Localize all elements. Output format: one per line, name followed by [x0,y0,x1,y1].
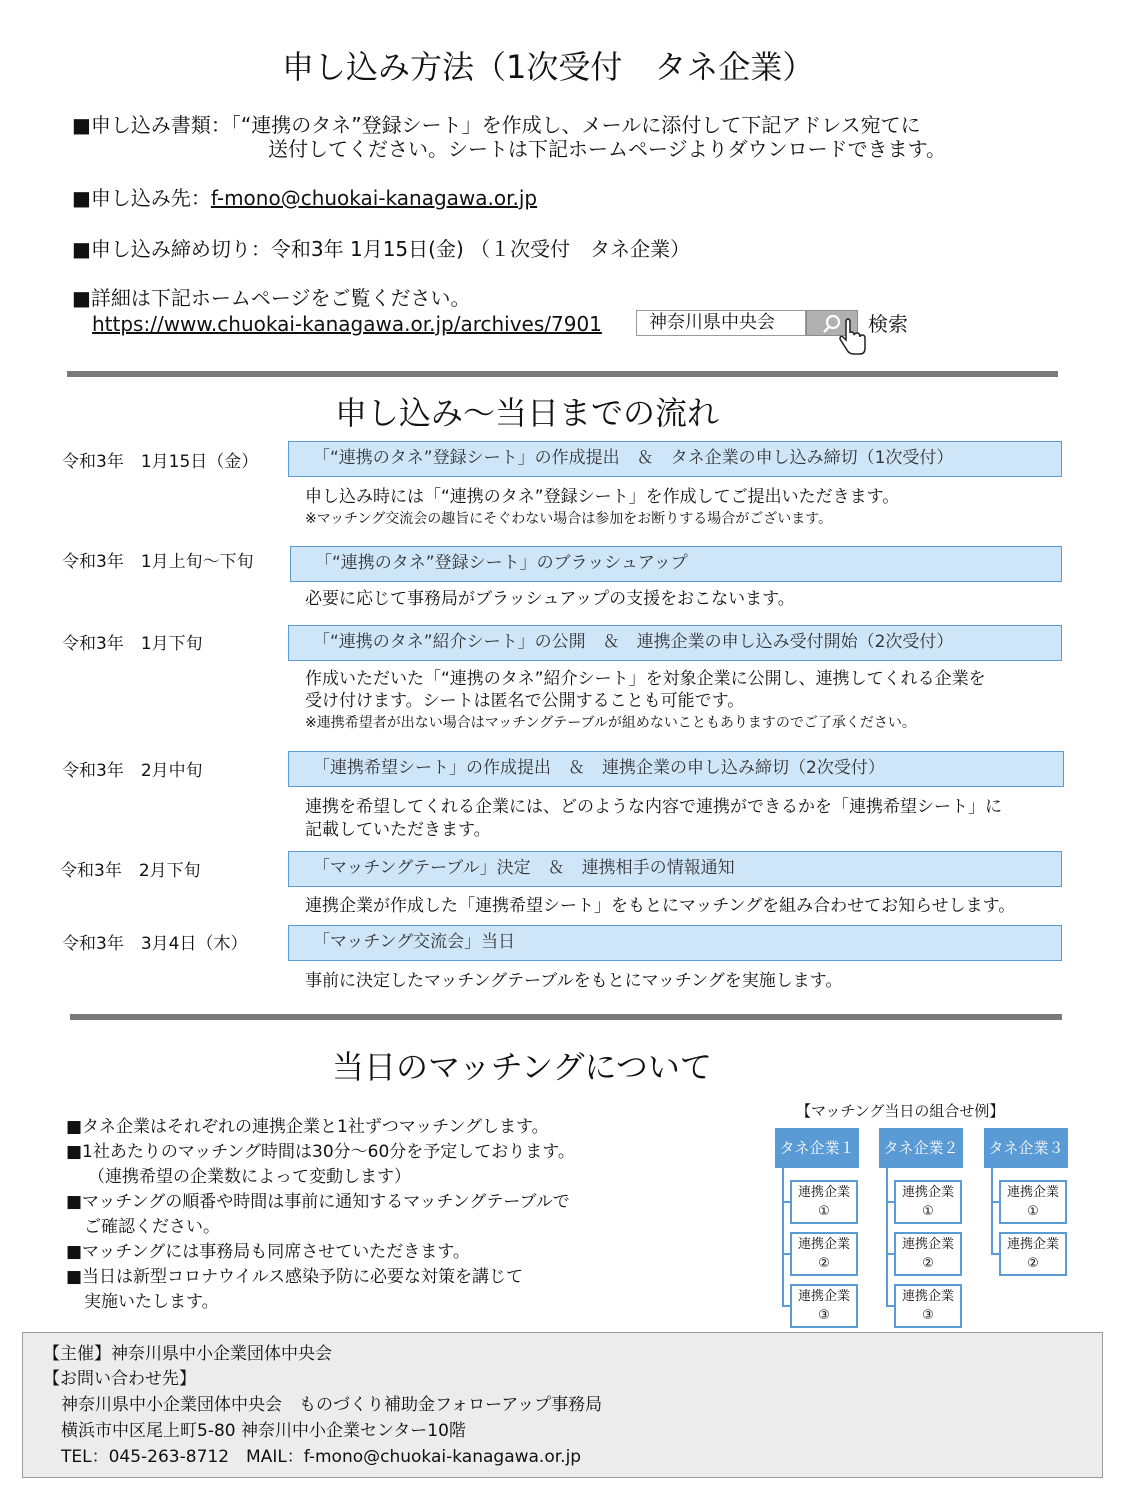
step-description: 受け付けます。シートは匿名で公開することも可能です。 [305,691,745,711]
matching-bullet: （連携希望の企業数によって変動します） [88,1167,411,1187]
footer-address: 横浜市中区尾上町5-80 神奈川中小企業センター10階 [61,1421,466,1441]
tane-company-3-box: タネ企業３ [984,1128,1068,1168]
footer-tel-mail: TEL：045-263-8712 MAIL：f-mono@chuokai-kanagawa.or.jp [61,1447,582,1467]
partner-company-box: 連携企業 ② [999,1232,1067,1276]
step-box: 「“連携のタネ”登録シート」の作成提出 ＆ タネ企業の申し込み締切（1次受付） [288,441,1062,477]
tree-connector [991,1201,999,1203]
tree-connector [991,1168,993,1254]
destination-row [72,186,537,210]
tane-company-2-box: タネ企業２ [879,1128,963,1168]
tree-connector [782,1253,790,1255]
step-date: 令和3年 1月下旬 [62,634,203,654]
divider-1 [67,371,1058,377]
homepage-url-link[interactable]: https://www.chuokai-kanagawa.or.jp/archives/7901 [92,312,602,336]
step-description: 連携企業が作成した「連携希望シート」をもとにマッチングを組み合わせてお知らせします。 [305,896,1016,916]
partner-company-box: 連携企業 ③ [790,1284,858,1328]
tree-connector [886,1253,894,1255]
partner-company-box: 連携企業 ② [894,1232,962,1276]
search-label: 検索 [868,312,908,336]
step-description: 連携を希望してくれる企業には、どのような内容で連携ができるかを「連携希望シート」に [305,797,1002,817]
step-note: ※連携希望者が出ない場合はマッチングテーブルが組めないこともありますのでご了承ください。 [305,715,916,731]
step-description: 事前に決定したマッチングテーブルをもとにマッチングを実施します。 [305,971,843,991]
step-description: 作成いただいた「“連携のタネ”紹介シート」を対象企業に公開し、連携してくれる企業を [305,669,986,689]
partner-company-box: 連携企業 ① [790,1180,858,1224]
tree-connector [886,1168,888,1306]
partner-company-box: 連携企業 ① [999,1180,1067,1224]
detail-text: ■詳細は下記ホームページをご覧ください。 [72,286,471,310]
tree-connector [991,1253,999,1255]
tane-company-1-box: タネ企業１ [775,1128,859,1168]
footer-contact-box [22,1332,1103,1478]
step-date: 令和3年 2月中旬 [62,761,203,781]
page-title-application-method: 申し込み方法（1次受付 タネ企業） [282,48,815,86]
destination-email-link[interactable]: f-mono@chuokai-kanagawa.or.jp [210,186,538,210]
matching-bullet: ■当日は新型コロナウイルス感染予防に必要な対策を講じて [66,1267,524,1287]
footer-contact-heading: 【お問い合わせ先】 [43,1369,196,1389]
partner-company-box: 連携企業 ③ [894,1284,962,1328]
partner-company-box: 連携企業 ② [790,1232,858,1276]
section-title-flow: 申し込み～当日までの流れ [335,394,720,432]
diagram-title: 【マッチング当日の組合せ例】 [796,1102,1005,1120]
divider-2 [70,1014,1062,1020]
footer-organizer: 【主催】神奈川県中小企業団体中央会 [43,1344,332,1364]
tree-connector [782,1305,790,1307]
step-description: 記載していただきます。 [305,820,491,840]
tree-connector [782,1201,790,1203]
footer-office: 神奈川県中小企業団体中央会 ものづくり補助金フォローアップ事務局 [61,1395,603,1415]
search-input[interactable]: 神奈川県中央会 [636,310,806,336]
step-description: 必要に応じて事務局がブラッシュアップの支援をおこないます。 [305,589,795,609]
tree-connector [886,1201,894,1203]
step-box: 「“連携のタネ”紹介シート」の公開 ＆ 連携企業の申し込み受付開始（2次受付） [288,625,1062,661]
hand-cursor-icon [838,318,870,358]
matching-bullet: ■マッチングの順番や時間は事前に通知するマッチングテーブルで [66,1192,570,1212]
matching-bullet: ■タネ企業はそれぞれの連携企業と1社ずつマッチングします。 [66,1117,549,1137]
step-note: ※マッチング交流会の趣旨にそぐわない場合は参加をお断りする場合がございます。 [305,511,833,527]
docs-text-line1: ■申し込み書類：「“連携のタネ”登録シート」を作成し、メールに添付して下記アドレス宛てに [72,113,921,137]
docs-text-line2: 送付してください。シートは下記ホームページよりダウンロードできます。 [268,137,946,161]
destination-label: ■申し込み先： [72,186,211,210]
step-date: 令和3年 1月15日（金） [62,452,259,472]
step-date: 令和3年 2月下旬 [60,861,201,881]
step-box: 「“連携のタネ”登録シート」のブラッシュアップ [290,546,1062,582]
matching-bullet: ■1社あたりのマッチング時間は30分～60分を予定しております。 [66,1142,575,1162]
step-description: 申し込み時には「“連携のタネ”登録シート」を作成してご提出いただきます。 [305,487,900,507]
deadline-text: ■申し込み締め切り：令和3年 1月15日(金) （１次受付 タネ企業） [72,237,691,261]
step-date: 令和3年 1月上旬～下旬 [62,552,254,572]
section-title-matching: 当日のマッチングについて [332,1048,712,1086]
step-box: 「マッチング交流会」当日 [288,925,1062,961]
matching-bullet: ■マッチングには事務局も同席させていただきます。 [66,1242,470,1262]
matching-bullet: 実施いたします。 [84,1292,219,1312]
tree-connector [782,1168,784,1306]
matching-bullet: ご確認ください。 [84,1217,220,1237]
tree-connector [886,1305,894,1307]
step-box: 「連携希望シート」の作成提出 ＆ 連携企業の申し込み締切（2次受付） [288,751,1064,787]
step-box: 「マッチングテーブル」決定 ＆ 連携相手の情報通知 [288,851,1062,887]
step-date: 令和3年 3月4日（木） [62,934,248,954]
partner-company-box: 連携企業 ① [894,1180,962,1224]
